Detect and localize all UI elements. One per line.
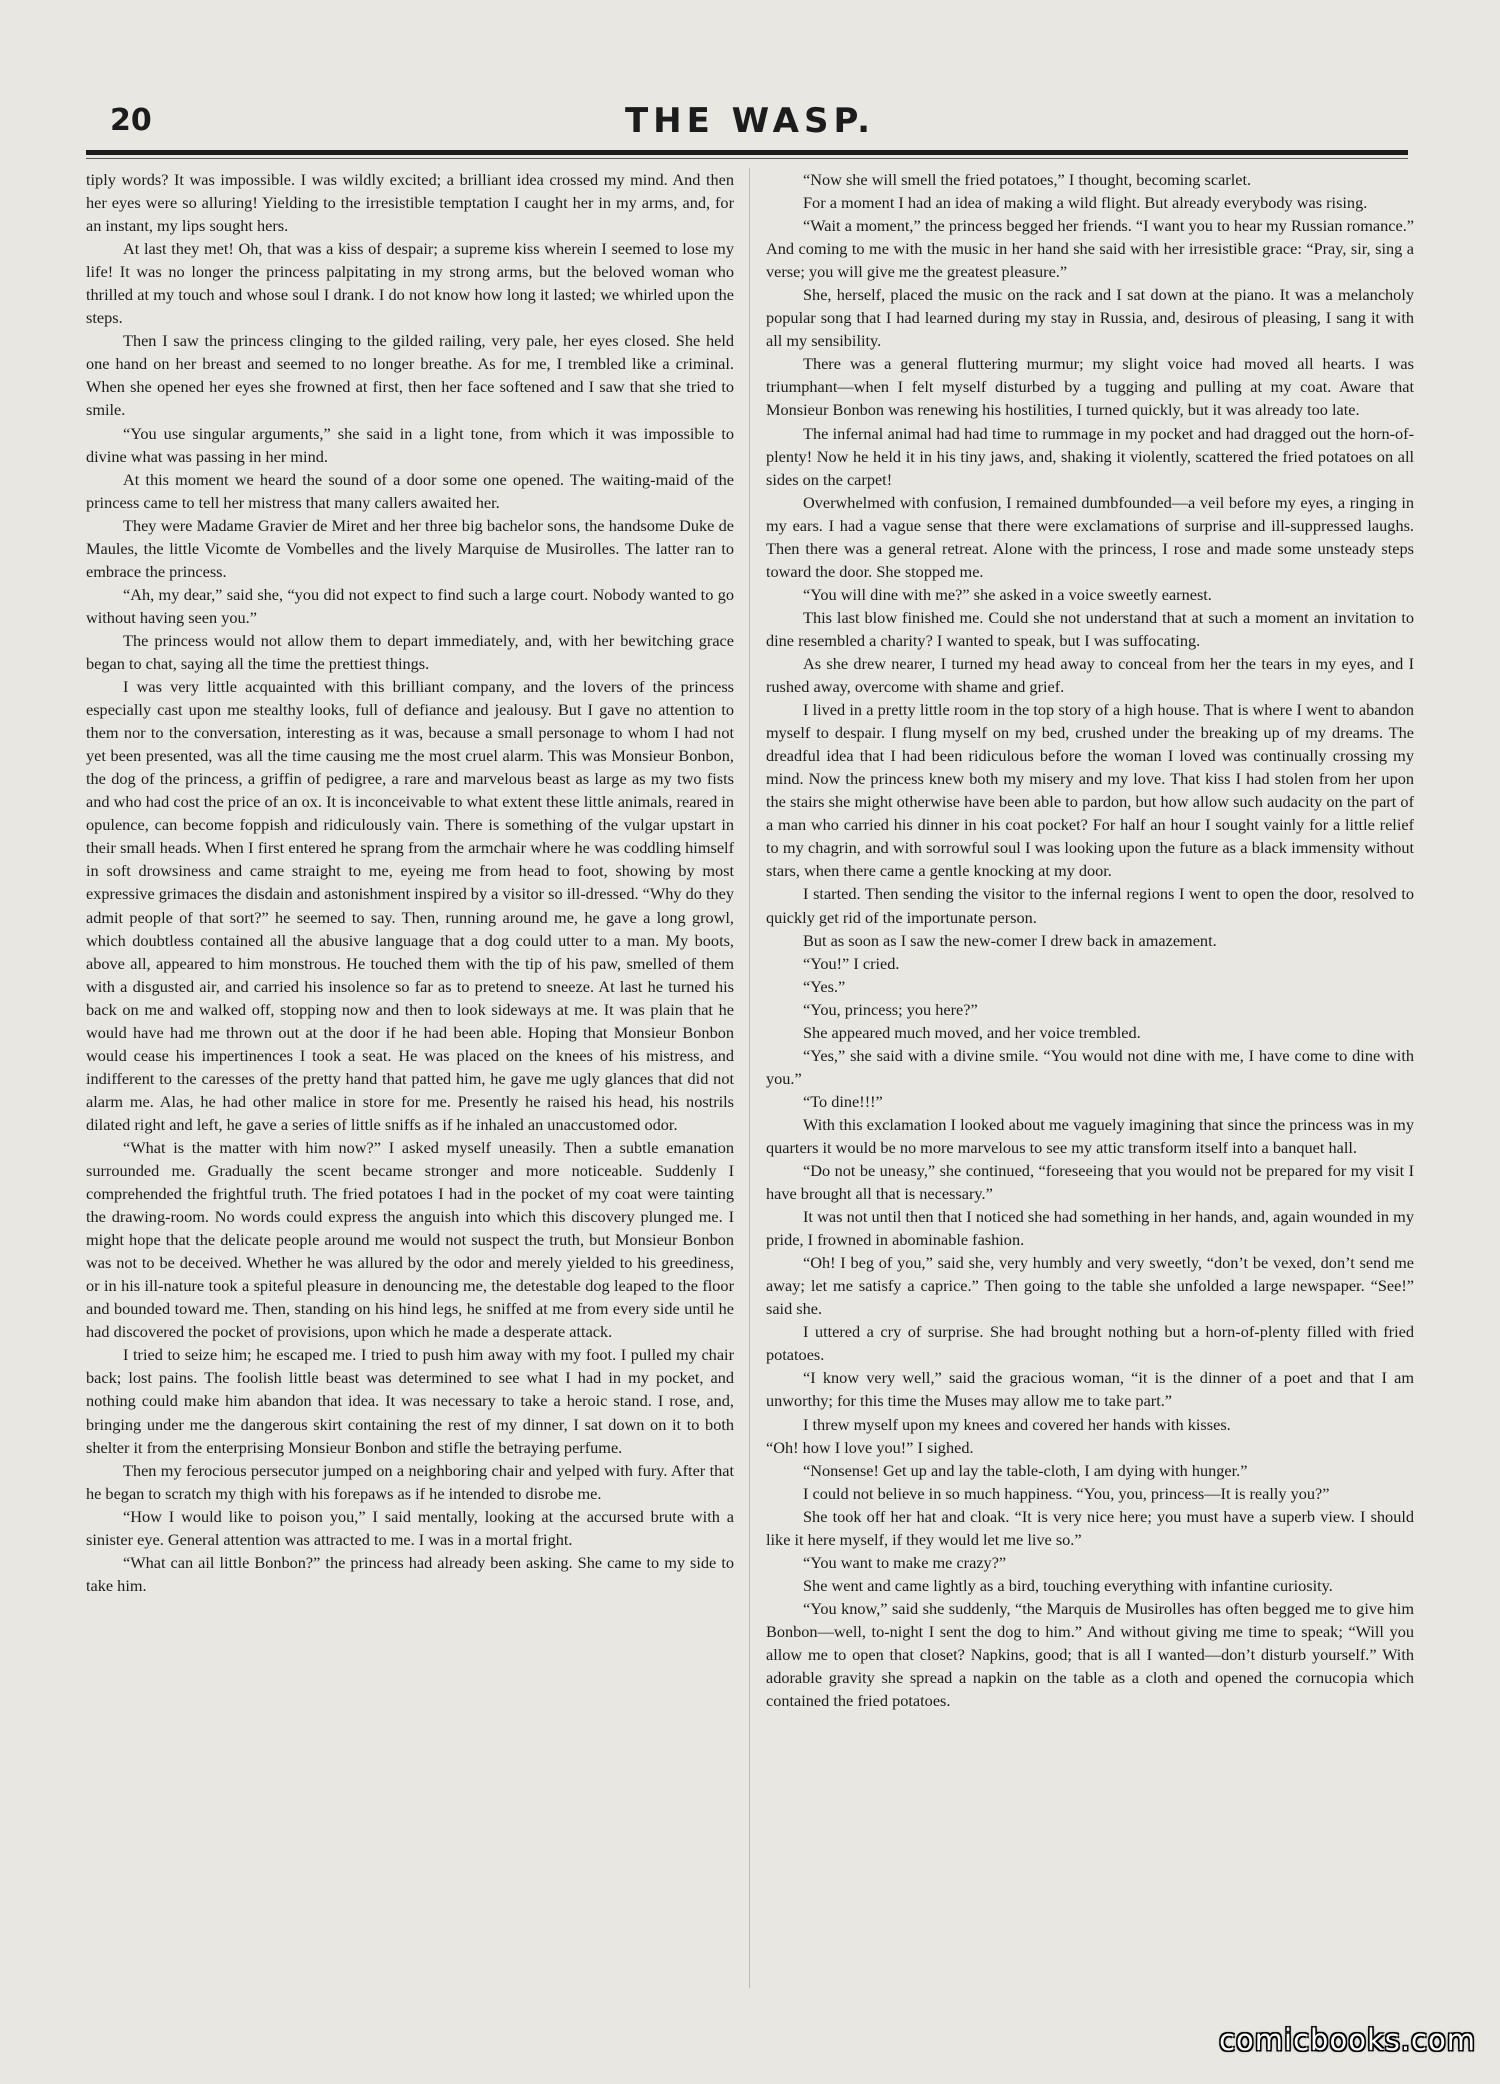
paragraph: For a moment I had an idea of making a wild flight. But already everybody was rising. [803,193,1368,213]
paragraph: I uttered a cry of surprise. She had brought nothing but a horn-of-plenty filled with fried potatoes. [766,1322,1414,1365]
left-column [86,168,734,1597]
paragraph: She, herself, placed the music on the rack and I sat down at the piano. It was a melancholy popular song that I had learned during my stay in Russia, and, desirous of pleasing, I sang it with all my sensibility. [766,285,1414,351]
paragraph: They were Madame Gravier de Miret and her three big bachelor sons, the handsome Duke de Maules, the little Vicomte de Vombelles and the lively Marquise de Musirolles. The latter ran to embrace the princess. [86,515,734,581]
page-number: 20 [110,103,152,138]
paragraph: Then my ferocious persecutor jumped on a neighboring chair and yelped with fury. After that he began to scratch my thigh with his forepaws as if he intended to disrobe me. [86,1460,734,1503]
paragraph: “Now she will smell the fried potatoes,” I thought, becoming scarlet. [803,170,1252,189]
paragraph: At this moment we heard the sound of a door some one opened. The waiting-maid of the princess came to tell her mistress that many callers awaited her. [86,469,734,512]
paragraph: “You, princess; you here?” [803,999,978,1019]
masthead-title: THE WASP. [624,101,876,141]
paragraph: She went and came lightly as a bird, touching everything with infantine curiosity. [803,1575,1333,1595]
paragraph: But as soon as I saw the new-comer I drew back in amazement. [803,930,1217,950]
paragraph: I was very little acquainted with this brilliant company, and the lovers of the princess especially cast upon me stealthy looks, full of defiance and jealousy. But I gave no attention to them nor to the conversation, interesting as it was, because a small personage to whom I had not yet been presented, was all the time causing me the most cruel alarm. This was Monsieur Bonbon, the dog of the princess, a griffin of pedigree, a rare and marvelous beast as large as my two fists and who had cost the price of an ox. It is inconceivable to what extent these little animals, reared in opulence, can become foppish and ridiculously vain. There is something of the vulgar upstart in their small heads. When I first entered he sprang from the armchair where he was coddling himself in soft drowsiness and came straight to me, eyeing me from head to foot, showing by most expressive grimaces the disdain and astonishment inspired by a visitor so ill-dressed. “Why do they admit people of that sort?” he seemed to say. Then, running around me, he gave a long growl, which doubtless contained all the abusive language that a dog could utter to a man. My boots, above all, appeared to him monstrous. He touched them with the tip of his paw, smelled of them with a disgusted air, and carried his insolence so far as to pretend to sneeze. At last he turned his back on me and walked off, stopping now and then to look sideways at me. It was plain that he would have had me thrown out at the door if he had been able. Hoping that Monsieur Bonbon would cease his impertinences I took a seat. He was placed on the knees of his mistress, and indifferent to the caresses of the pretty hand that patted him, he gave me ugly glances that did not alarm me. Alas, he had other malice in store for me. Presently he raised his head, his nostrils dilated right and left, he gave a series of little sniffs as if he inhaled an unaccustomed odor. [86,677,734,1134]
paragraph: “You want to make me crazy?” [803,1552,1007,1572]
paragraph: “You will dine with me?” she asked in a voice sweetly earnest. [803,584,1212,604]
paragraph: I started. Then sending the visitor to the infernal regions I went to open the door, resolved to quickly get rid of the importunate person. [766,884,1414,927]
paragraph: “Oh! how I love you!” I sighed. [766,1437,974,1457]
paragraph: “You use singular arguments,” she said in a light tone, from which it was impossible to divine what was passing in her mind. [86,423,734,466]
paragraph: “To dine!!!” [803,1091,883,1111]
paragraph: “I know very well,” said the gracious woman, “it is the dinner of a poet and that I am unworthy; for this time the Muses may allow me to take part.” [766,1368,1414,1411]
paragraph: “What is the matter with him now?” I asked myself uneasily. Then a subtle emanation surrounded me. Gradually the scent became stronger and more noticeable. Suddenly I comprehended the frightful truth. The fried potatoes I had in the pocket of my coat were tainting the drawing-room. No words could express the anguish into which this discovery plunged me. I might hope that the delicate people around me would not suspect the truth, but Monsieur Bonbon was not to be deceived. Whether he was allured by the odor and merely yielded to his greediness, or in his ill-nature took a spiteful pleasure in denouncing me, the detestable dog leaped to the floor and bounded toward me. Then, standing on his hind legs, he sniffed at me from every side until he had discovered the pocket of provisions, upon which he made a desperate attack. [86,1137,734,1342]
paragraph: I threw myself upon my knees and covered her hands with kisses. [803,1414,1231,1434]
paragraph: tiply words? It was impossible. I was wildly excited; a brilliant idea crossed my mind. And then her eyes were so alluring! Yielding to the irresistible temptation I caught her in my arms, and, for an instant, my lips sought hers. [86,170,734,236]
paragraph: With this exclamation I looked about me vaguely imagining that since the princess was in my quarters it would be no more marvelous to see my attic transform itself into a banquet hall. [766,1114,1414,1157]
paragraph: “What can ail little Bonbon?” the princess had already been asking. She came to my side to take him. [86,1552,734,1595]
paragraph: I tried to seize him; he escaped me. I tried to push him away with my foot. I pulled my chair back; lost pains. The foolish little beast was determined to see what I had in my pocket, and nothing could make him abandon that idea. It was necessary to take a heroic stand. I rose, and, bringing under me the dangerous skirt containing the rest of my dinner, I sat down on it to both shelter it from the enterprising Monsieur Bonbon and stifle the betraying perfume. [86,1345,734,1457]
paragraph: She appeared much moved, and her voice trembled. [803,1022,1141,1042]
watermark: comicbooks.com [1219,2023,1476,2057]
paragraph: This last blow finished me. Could she not understand that at such a moment an invitation to dine resembled a charity? I wanted to speak, but I was suffocating. [766,607,1414,650]
paragraph: “How I would like to poison you,” I said mentally, looking at the accursed brute with a sinister eye. General attention was attracted to me. I was in a mortal fright. [86,1506,734,1549]
paragraph: As she drew nearer, I turned my head away to conceal from her the tears in my eyes, and I rushed away, overcome with shame and grief. [766,653,1414,697]
paragraph: There was a general fluttering murmur; my slight voice had moved all hearts. I was triumphant—when I felt myself disturbed by a tugging and pulling at my coat. Aware that Monsieur Bonbon was renewing his hostilities, I turned quickly, but it was already too late. [766,354,1414,420]
paragraph: “Yes,” she said with a divine smile. “You would not dine with me, I have come to dine with you.” [766,1045,1414,1088]
column-divider [749,168,750,1988]
right-column [766,168,1414,1712]
paragraph: “Nonsense! Get up and lay the table-cloth, I am dying with hunger.” [803,1460,1248,1480]
paragraph: “Yes.” [803,976,846,996]
paragraph: “Do not be uneasy,” she continued, “foreseeing that you would not be prepared for my visit I have brought all that is necessary.” [766,1161,1414,1204]
paragraph: I lived in a pretty little room in the top story of a high house. That is where I went to abandon myself to despair. I flung myself on my bed, crushed under the breaking up of my dreams. The dreadful idea that I had been ridiculous before the woman I loved was continually crossing my mind. Now the princess knew both my misery and my love. That kiss I had stolen from her upon the stairs she might otherwise have been able to pardon, but how allow such audacity on the part of a man who carried his dinner in his coat pocket? For half an hour I sought vainly for a little relief to my chagrin, and with sorrowful soul I was looking upon the future as a black immensity without stars, when there came a gentle knocking at my door. [766,700,1414,881]
paragraph: At last they met! Oh, that was a kiss of despair; a supreme kiss wherein I seemed to lose my life! It was no longer the princess palpitating in my strong arms, but the beloved woman who thrilled at my touch and whose soul I drank. I do not know how long it lasted; we whirled upon the steps. [86,239,734,328]
paragraph: The princess would not allow them to depart immediately, and, with her bewitching grace began to chat, saying all the time the prettiest things. [86,630,734,673]
paragraph: “Oh! I beg of you,” said she, very humbly and very sweetly, “don’t be vexed, don’t send me away; let me satisfy a caprice.” Then going to the table she unfolded a large newspaper. “See!” said she. [766,1253,1414,1319]
paragraph: “You!” I cried. [803,953,900,973]
paragraph: It was not until then that I noticed she had something in her hands, and, again wounded in my pride, I frowned in abominable fashion. [766,1207,1414,1250]
paragraph: I could not believe in so much happiness. “You, you, princess—It is really you?” [803,1483,1330,1503]
paragraph: “Ah, my dear,” said she, “you did not expect to find such a large court. Nobody wanted to go without having seen you.” [86,584,734,627]
paragraph: “Wait a moment,” the princess begged her friends. “I want you to hear my Russian romance.” And coming to me with the music in her hand she said with her irresistible grace: “Pray, sir, sing a verse; you will give me the greatest pleasure.” [766,216,1414,282]
paragraph: She took off her hat and cloak. “It is very nice here; you must have a superb view. I should like it here myself, if they would let me live so.” [766,1506,1414,1549]
paragraph: Then I saw the princess clinging to the gilded railing, very pale, her eyes closed. She held one hand on her breast and seemed to no longer breathe. As for me, I trembled like a criminal. When she opened her eyes she frowned at first, then her face softened and I saw that she tried to smile. [86,331,734,420]
header-rule-thin [86,158,1408,159]
header-rule [86,150,1408,155]
paragraph: “You know,” said she suddenly, “the Marquis de Musirolles has often begged me to give him Bonbon—well, to-night I sent the dog to him.” And without giving me time to speak; “Will you allow me to open that closet? Napkins, good; that is all I wanted—don’t disturb yourself.” With adorable gravity she spread a napkin on the table as a cloth and opened the cornucopia which contained the fried potatoes. [766,1598,1414,1711]
paragraph: The infernal animal had had time to rummage in my pocket and had dragged out the horn-of-plenty! Now he held it in his tiny jaws, and, shaking it violently, scattered the fried potatoes on all sides on the carpet! [766,423,1414,489]
paragraph: Overwhelmed with confusion, I remained dumbfounded—a veil before my eyes, a ringing in my ears. I had a vague sense that there were exclamations of surprise and ill-suppressed laughs. Then there was a general retreat. Alone with the princess, I rose and made some unsteady steps toward the door. She stopped me. [766,492,1414,581]
